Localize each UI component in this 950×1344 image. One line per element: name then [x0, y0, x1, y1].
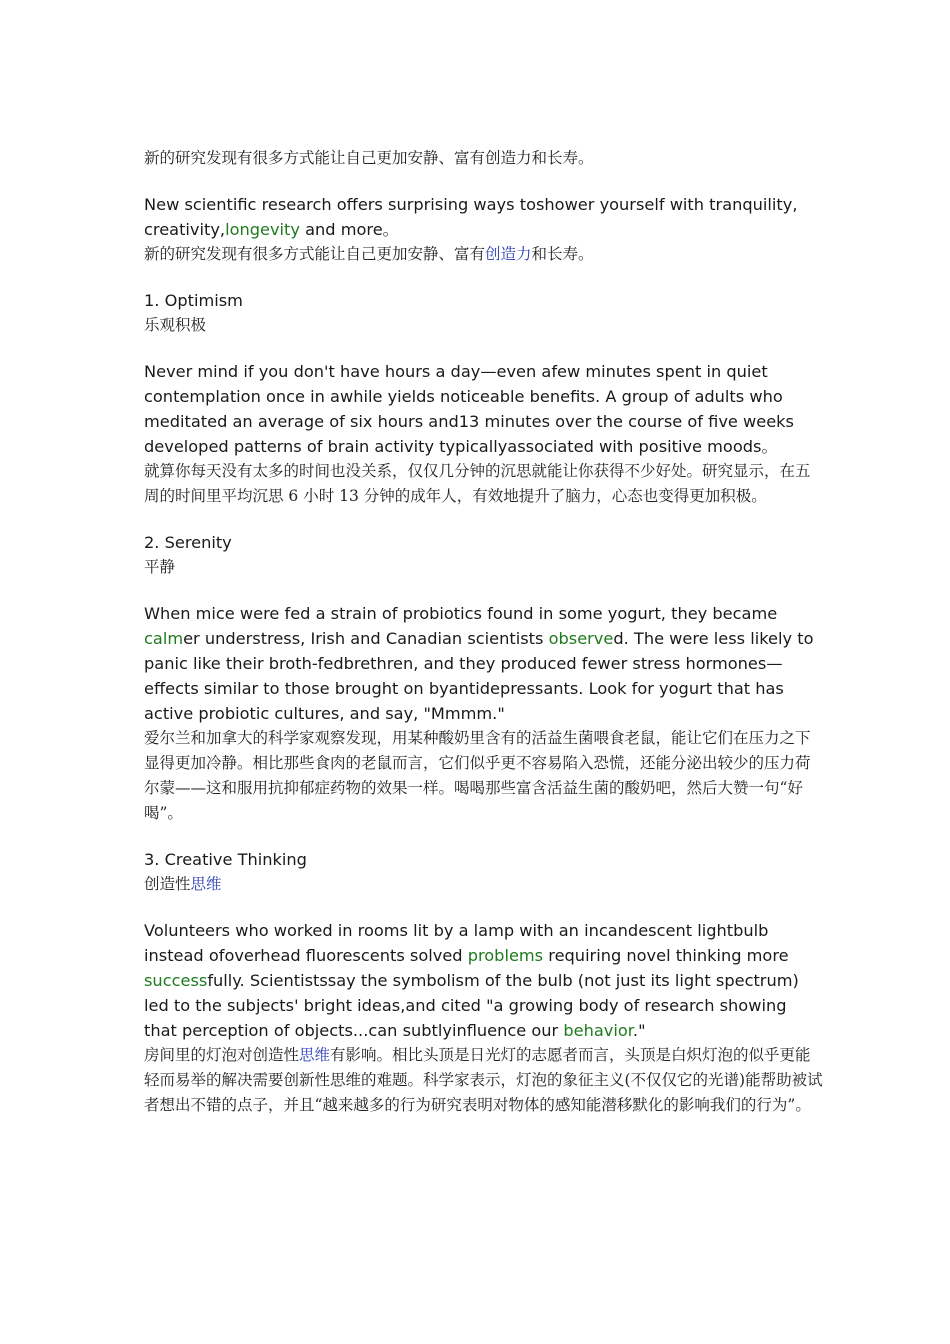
link-thinking-zh-body[interactable]: 思维	[299, 1046, 331, 1064]
intro-zh-paragraph	[144, 242, 824, 267]
spacer	[144, 267, 824, 288]
link-calm[interactable]: calm	[144, 629, 184, 648]
spacer	[144, 580, 824, 601]
creative-en-text-4: ."	[632, 1021, 646, 1040]
serenity-zh-paragraph: 爱尔兰和加拿大的科学家观察发现，用某种酸奶里含有的活益生菌喂食老鼠，能让它们在压力之下显得更加冷静。相比那些食肉的老鼠而言，它们似乎更不容易陷入恐慌，还能分泌出较少的压力荷尔蒙——这和服用抗抑郁症药物的效果一样。喝喝那些富含活益生菌的酸奶吧，然后大赞一句“好喝”。	[144, 729, 811, 822]
section-heading-optimism-zh: 乐观积极	[144, 316, 207, 334]
section-heading-serenity-zh: 平静	[144, 558, 176, 576]
serenity-en-text-1: When mice were fed a strain of probiotics found in some yogurt, they became	[144, 604, 778, 623]
link-longevity[interactable]: longevity	[225, 220, 306, 239]
serenity-en-text-3: d. The were less likely to panic like their broth-fedbrethren, and they produced fewer stress hormones—effects similar to those brought on byantidepressants. Look for yogurt that has active probiotic cultures, and say, "Mmmm."	[144, 629, 814, 723]
optimism-en-paragraph: Never mind if you don't have hours a day—even afew minutes spent in quiet contemplation once in awhile yields noticeable benefits. A group of adults who meditated an average of six hours and13 minutes over the course of five weeks developed patterns of brain activity typicallyassociated with positive moods。	[144, 362, 794, 456]
spacer	[144, 826, 824, 847]
serenity-en-text-2: er understress, Irish and Canadian scientists	[183, 629, 549, 648]
spacer	[144, 171, 824, 192]
intro-en-paragraph	[144, 192, 824, 242]
optimism-zh-paragraph: 就算你每天没有太多的时间也没关系，仅仅几分钟的沉思就能让你获得不少好处。研究显示，在五周的时间里平均沉思 6 小时 13 分钟的成年人，有效地提升了脑力，心态也变得更加积极。	[144, 462, 811, 505]
link-problems[interactable]: problems	[467, 946, 544, 965]
creative-zh-paragraph	[144, 1043, 824, 1118]
spacer	[144, 338, 824, 359]
creative-en-text-2: requiring novel thinking more	[543, 946, 789, 965]
link-success[interactable]: success	[144, 971, 208, 990]
intro-en-text: New scientific research offers surprising ways toshower yourself with tranquility, creativity,	[144, 195, 798, 239]
spacer	[144, 509, 824, 530]
section-heading-serenity: 2. Serenity	[144, 533, 232, 552]
link-thinking-zh[interactable]: 思维	[190, 875, 222, 893]
section-heading-creative-thinking: 3. Creative Thinking	[144, 850, 307, 869]
creative-zh-text-2: 有影响。相比头顶是日光灯的志愿者而言，头顶是白炽灯泡的似乎更能轻而易举的解决需要创新性思维的难题。科学家表示，灯泡的象征主义(不仅仅它的光谱)能帮助被试者想出不错的点子，并且“越来越多的行为研究表明对物体的感知能潜移默化的影响我们的行为”。	[144, 1046, 823, 1114]
link-behavior[interactable]: behavior	[563, 1021, 633, 1040]
intro-zh-text: 新的研究发现有很多方式能让自己更加安静、富有	[144, 245, 486, 263]
creative-en-text-3: fully. Scientistssay the symbolism of the bulb (not just its light spectrum) led to the subjects' bright ideas,and cited "a growing body of research showing that perception of objects...can subtlyinfluence our	[144, 971, 799, 1040]
intro-en-text-end: and more。	[305, 220, 399, 239]
article	[144, 146, 824, 1118]
section-heading-optimism: 1. Optimism	[144, 291, 243, 310]
creative-zh-text-1: 房间里的灯泡对创造性	[144, 1046, 300, 1064]
section-heading-creative-thinking-zh	[144, 872, 824, 897]
intro-zh-text-end: 和长寿。	[531, 245, 594, 263]
link-observe[interactable]: observe	[548, 629, 614, 648]
serenity-en-paragraph	[144, 601, 824, 726]
intro-zh-title: 新的研究发现有很多方式能让自己更加安静、富有创造力和长寿。	[144, 149, 594, 167]
link-creativity-zh[interactable]: 创造力	[485, 245, 532, 263]
creative-en-paragraph	[144, 918, 824, 1043]
creative-en-text-1: Volunteers who worked in rooms lit by a lamp with an incandescent lightbulb instead ofoverhead fluorescents solved	[144, 921, 769, 965]
spacer	[144, 897, 824, 918]
heading-zh-text: 创造性	[144, 875, 191, 893]
